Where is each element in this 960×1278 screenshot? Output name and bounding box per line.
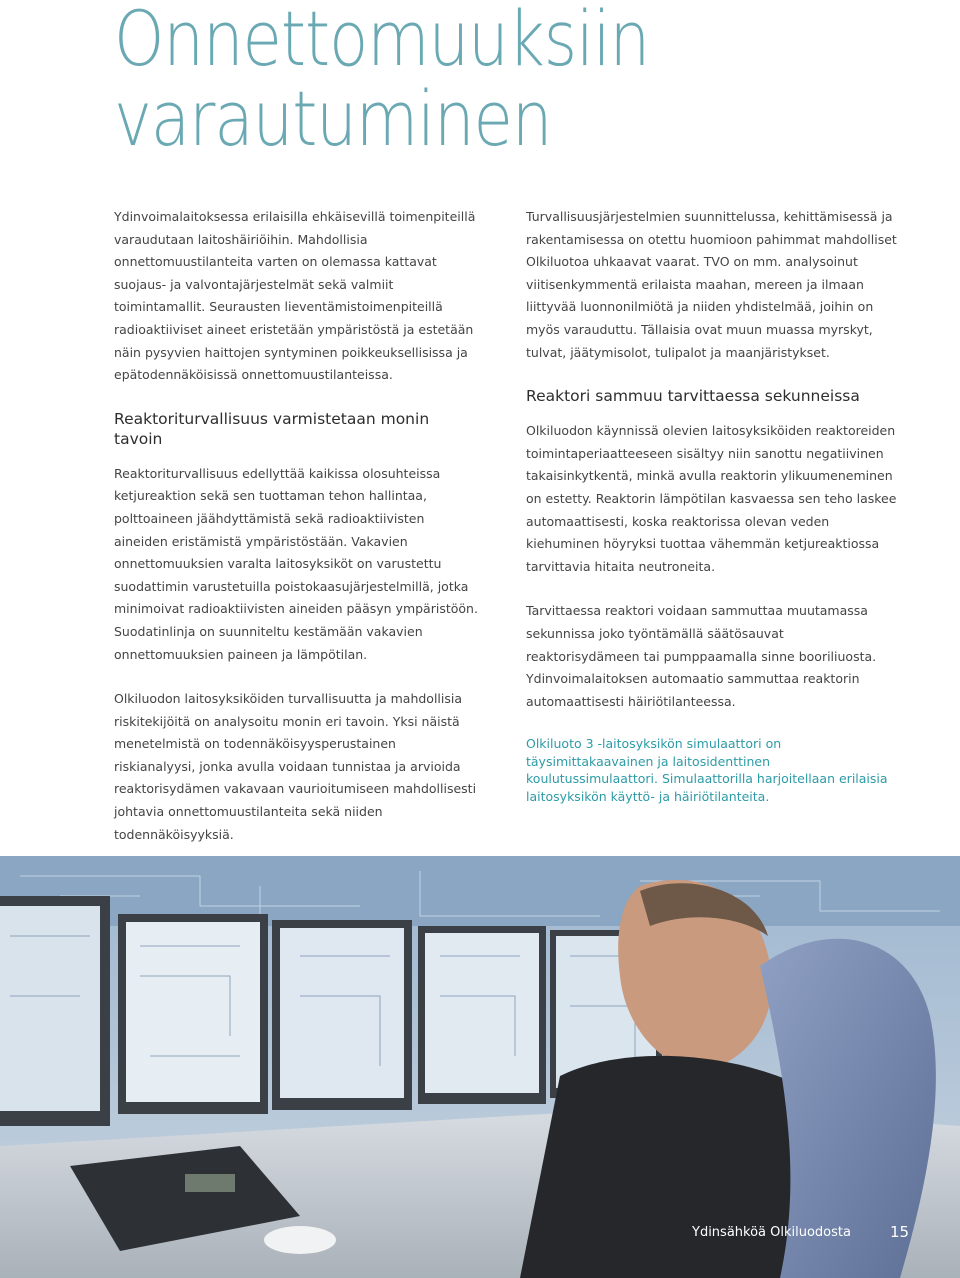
page-number: 15: [890, 1223, 910, 1241]
right-heading: Reaktori sammuu tarvittaessa sekunneissa: [526, 387, 860, 406]
left-paragraph-2: Olkiluodon laitosyksiköiden turvallisuutta ja mahdollisia riskitekijöitä on analysoitu monin eri tavoin. Yksi näistä menetelmistä on todennäköisyysperustainen riskianalyysi, jonka avulla voidaan tunnistaa ja arvioida reaktorisydämen vakavaan vaurioitumiseen mahdollisesti johtavia onnettomuustilanteita sekä niiden todennäköisyyksiä.: [114, 691, 477, 842]
title-line-1: Onnettomuuksiin: [114, 0, 650, 84]
control-room-photo: [0, 856, 960, 1278]
right-paragraph-1: Olkiluodon käynnissä olevien laitosyksiköiden reaktoreiden toimintaperiaatteeseen sisältyy niin sanottu negatiivinen takaisinkytkentä, minkä avulla reaktorin ylikuumeneminen on estetty. Reaktorin lämpötilan kasvaessa sen teho laskee automaattisesti, koska reaktorissa olevan veden kiehuminen höyryksi tuottaa vähemmän ketjureaktiossa tarvittavia hitaita neutroneita.: [526, 423, 897, 574]
photo-caption: Olkiluoto 3 -laitosyksikön simulaattori on täysimittakaavainen ja laitosidenttinen koulutussimulaattori. Simulaattorilla harjoitellaan erilaisia laitosyksikön käyttö- ja häiriötilanteita.: [526, 736, 888, 804]
right-paragraph-2: Tarvittaessa reaktori voidaan sammuttaa muutamassa sekunnissa joko työntämällä säätösauvat reaktorisydämeen tai pumppaamalla sinne booriliuosta. Ydinvoimalaitoksen automaatio sammuttaa reaktorin automaattisesti häiriötilanteessa.: [526, 603, 877, 709]
right-intro: Turvallisuusjärjestelmien suunnittelussa, kehittämisessä ja rakentamisessa on otettu huomioon pahimmat mahdolliset Olkiluotoa uhkaavat vaarat. TVO on mm. analysoinut viitisenkymmentä erilaista maahan, mereen ja ilmaan liittyvää luonnonilmiötä ja niiden yhdistelmää, joihin on myös varauduttu. Tällaisia ovat muun muassa myrskyt, tulvat, jäätymisolot, tulipalot ja maanjäristykset.: [526, 209, 897, 360]
title-line-2: varautuminen: [114, 76, 552, 165]
page-title: [114, 0, 650, 165]
control-room-illustration: [0, 856, 960, 1278]
left-column: [114, 206, 480, 868]
right-column: [526, 206, 898, 827]
footer-brand: Ydinsähköä Olkiluodosta: [692, 1225, 851, 1240]
left-intro: Ydinvoimalaitoksessa erilaisilla ehkäisevillä toimenpiteillä varaudutaan laitoshäiriöihin. Mahdollisia onnettomuustilanteita varten on olemassa kattavat suojaus- ja valvontajärjestelmät sekä valmiit toimintamallit. Seurausten lieventämistoimenpiteillä radioaktiiviset aineet eristetään ympäristöstä ja estetään näin pysyvien haittojen syntyminen poikkeuksellisissa ja epätodennäköisissä onnettomuustilanteissa.: [114, 209, 476, 383]
left-paragraph-1: Reaktoriturvallisuus edellyttää kaikissa olosuhteissa ketjureaktion sekä sen tuottaman tehon hallintaa, polttoaineen jäähdyttämistä sekä radioaktiivisten aineiden eristämistä ympäristöstään. Vakavien onnettomuuksien varalta laitosyksiköt on varustettu suodattimin varustetuilla poistokaasujärjestelmillä, jotka minimoivat radioaktiivisten aineiden pääsyn ympäristöön. Suodatinlinja on suunniteltu kestämään vakavien onnettomuuksien paineen ja lämpötilan.: [114, 465, 478, 662]
left-heading: Reaktoriturvallisuus varmistetaan monin tavoin: [114, 409, 430, 448]
